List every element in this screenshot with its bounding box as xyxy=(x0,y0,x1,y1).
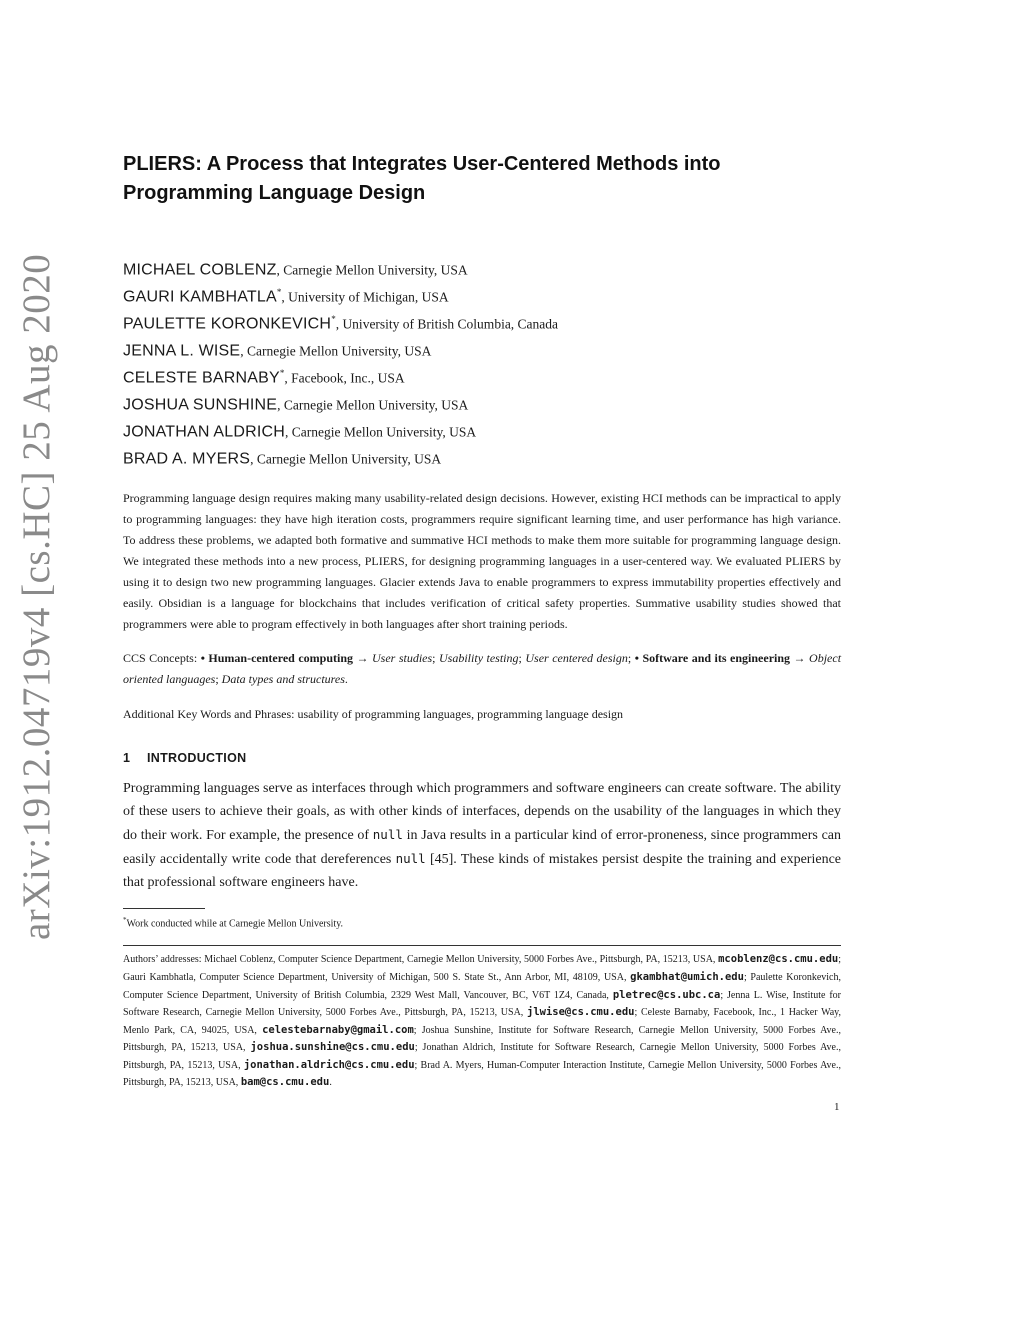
paper-title: PLIERS: A Process that Integrates User-Centered Methods into Programming Language Design xyxy=(123,153,721,204)
author-entry: PAULETTE KORONKEVICH*, University of British Columbia, Canada xyxy=(123,314,559,333)
author-name: JENNA L. WISE xyxy=(123,342,241,360)
ccs-term: Object oriented languages xyxy=(123,651,842,686)
section-number: 1 xyxy=(123,751,131,765)
email-address[interactable]: joshua.sunshine@cs.cmu.edu xyxy=(250,1041,415,1054)
author-affiliation: Carnegie Mellon University, USA xyxy=(283,397,469,413)
author-name: MICHAEL COBLENZ xyxy=(123,261,277,279)
author-name: JONATHAN ALDRICH xyxy=(123,423,286,441)
author-entry: MICHAEL COBLENZ, Carnegie Mellon University, USA xyxy=(123,261,468,279)
email-address[interactable]: jonathan.aldrich@cs.cmu.edu xyxy=(243,1058,415,1071)
author-list xyxy=(123,252,841,468)
section-title: INTRODUCTION xyxy=(147,751,247,765)
author-footnote-mark: * xyxy=(279,368,285,378)
author-entry: JENNA L. WISE, Carnegie Mellon University, USA xyxy=(123,342,432,360)
author-affiliation: University of Michigan, USA xyxy=(288,289,449,305)
page-number: 1 xyxy=(834,1101,840,1113)
author-footnote-mark: * xyxy=(276,287,282,297)
introduction-paragraph: Programming languages serve as interfaces through which programmers and software engineers can create software. The ability of these users to achieve their goals, as with other kinds of interfaces, depends on the usability of the languages in which they do their work. For example, the presence of null in Java results in a particular kind of error-proneness, since programmers can easily accidentally write code that dereferences null [45]. These kinds of mistakes persist despite the training and experience that professional software engineers have. xyxy=(123,781,842,890)
author-affiliation: University of British Columbia, Canada xyxy=(342,316,559,332)
inline-code: null xyxy=(395,851,426,866)
author-affiliation: Carnegie Mellon University, USA xyxy=(256,451,442,467)
author-footnote-mark: * xyxy=(331,314,336,324)
author-entry: JONATHAN ALDRICH, Carnegie Mellon University, USA xyxy=(123,423,477,441)
ccs-category: Software and its engineering xyxy=(642,651,791,665)
email-address[interactable]: celestebarnaby@gmail.com xyxy=(262,1023,414,1036)
author-affiliation: Carnegie Mellon University, USA xyxy=(291,424,477,440)
ccs-term: User centered design xyxy=(525,651,628,665)
footnote-rule xyxy=(123,908,205,909)
email-address[interactable]: gkambhat@umich.edu xyxy=(630,970,744,983)
footnote: *Work conducted while at Carnegie Mellon University. xyxy=(123,916,344,930)
email-address[interactable]: pletrec@cs.ubc.ca xyxy=(612,988,721,1001)
paper-first-page xyxy=(123,150,841,1092)
author-affiliation: Carnegie Mellon University, USA xyxy=(247,343,432,359)
ccs-term: Usability testing xyxy=(439,651,519,665)
arxiv-identifier: arXiv:1912.04719v4 [cs.HC] 25 Aug 2020 xyxy=(15,253,58,940)
author-name: JOSHUA SUNSHINE xyxy=(123,396,278,414)
ccs-label: CCS Concepts: xyxy=(123,651,198,665)
author-affiliation: Facebook, Inc., USA xyxy=(291,370,405,386)
keywords: Additional Key Words and Phrases: usability of programming languages, programming language design xyxy=(123,707,624,721)
author-addresses: Authors’ addresses: Michael Coblenz, Computer Science Department, Carnegie Mellon University, 5000 Forbes Ave., Pittsburgh, PA, 15213, USA, mcoblenz@cs.cmu.edu; Gauri Kambhatla, Computer Science Department, University of Michigan, 500 S. State St., Ann Arbor, MI, 48109, USA, gkambhat@umich.edu; Paulette Koronkevich, Computer Science Department, University of British Columbia, 2329 West Mall, Vancouver, BC, V6T 1Z4, Canada, pletrec@cs.ubc.ca; Jenna L. Wise, Institute for Software Research, Carnegie Mellon University, 5000 Forbes Ave., Pittsburgh, PA, 15213, USA, jlwise@cs.cmu.edu; Celeste Barnaby, Facebook, Inc., 1 Hacker Way, Menlo Park, CA, 94025, USA, celestebarnaby@gmail.com; Joshua Sunshine, Institute for Software Research, Carnegie Mellon University, 5000 Forbes Ave., Pittsburgh, PA, 15213, USA, joshua.sunshine@cs.cmu.edu; Jonathan Aldrich, Institute for Software Research, Carnegie Mellon University, 5000 Forbes Ave., Pittsburgh, PA, 15213, USA, jonathan.aldrich@cs.cmu.edu; Brad A. Myers, Human-Computer Interaction Institute, Carnegie Mellon University, 5000 Forbes Ave., Pittsburgh, PA, 15213, USA, bam@cs.cmu.edu. xyxy=(123,953,842,1089)
ccs-concepts: CCS Concepts: • Human-centered computing → User studies; Usability testing; User centered design; • Software and its engineering → Object oriented languages; Data types and structures. xyxy=(123,651,842,686)
ccs-term: Data types and structures xyxy=(221,672,345,686)
ccs-category: Human-centered computing xyxy=(208,651,353,665)
section-heading xyxy=(123,751,841,765)
ccs-bullet: • xyxy=(634,651,639,665)
author-affiliation: Carnegie Mellon University, USA xyxy=(283,262,468,278)
inline-code: null xyxy=(372,827,403,842)
email-address[interactable]: jlwise@cs.cmu.edu xyxy=(527,1006,635,1019)
ccs-term: User studies xyxy=(372,651,433,665)
arrow-icon: → xyxy=(356,651,369,665)
author-name: PAULETTE KORONKEVICH xyxy=(123,315,332,333)
email-address[interactable]: mcoblenz@cs.cmu.edu xyxy=(718,953,839,966)
abstract: Programming language design requires making many usability-related design decisions. However, existing HCI methods can be impractical to apply to programming languages: they have high iteration costs, programmers require significant learning time, and user performance has high variance. To address these problems, we adapted both formative and summative HCI methods to make them more suitable for programming language design. We integrated these methods into a new process, PLIERS, for designing programming languages in a user-centered way. We evaluated PLIERS by using it to design two new programming languages. Glacier extends Java to enable programmers to express immutability properties effectively and easily. Obsidian is a language for blockchains that includes verification of critical safety properties. Summative usability studies showed that programmers were able to program effectively in both languages after short training periods. xyxy=(123,491,841,631)
author-name: CELESTE BARNABY xyxy=(123,369,280,387)
arrow-icon: → xyxy=(793,651,806,665)
email-address[interactable]: bam@cs.cmu.edu xyxy=(240,1076,330,1089)
author-entry: JOSHUA SUNSHINE, Carnegie Mellon University, USA xyxy=(123,396,469,414)
author-entry: CELESTE BARNABY*, Facebook, Inc., USA xyxy=(123,368,405,387)
ccs-bullet: • xyxy=(200,651,205,665)
author-entry: BRAD A. MYERS, Carnegie Mellon University, USA xyxy=(123,450,442,468)
author-entry: GAURI KAMBHATLA*, University of Michigan, USA xyxy=(123,287,449,306)
author-name: GAURI KAMBHATLA xyxy=(123,288,277,306)
author-name: BRAD A. MYERS xyxy=(123,450,251,468)
address-rule xyxy=(123,945,841,946)
